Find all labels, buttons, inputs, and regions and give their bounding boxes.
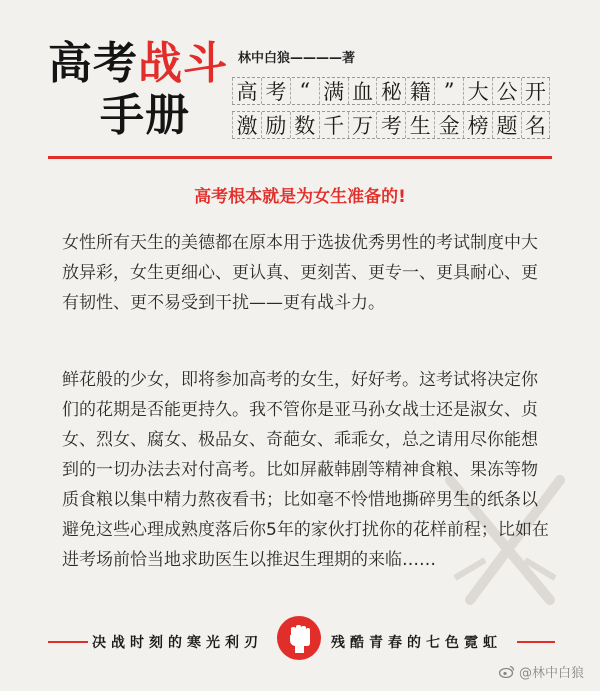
slogan-char: 大 [463,78,492,104]
footer-rule-left [48,641,88,643]
book-header [0,0,600,150]
footer-slogan-left: 决战时刻的寒光利刃 [92,635,263,651]
weibo-watermark [499,662,584,681]
footer-rule-right [517,641,555,643]
footer-band [0,616,600,668]
slogan-char: 激 [232,112,261,138]
watermark-text: @林中白狼 [518,666,584,681]
slogan-char: 考 [376,112,405,138]
slogan-char: 榜 [463,112,492,138]
title-zhandou: 战斗 [138,38,228,89]
slogan-char: 公 [492,78,521,104]
paragraph-2 [62,365,552,575]
slogan-char: 名 [521,112,550,138]
weibo-icon [499,665,515,678]
slogan-char: 开 [521,78,550,104]
slogan-char: 万 [348,112,377,138]
header-divider [48,156,552,159]
footer-slogan-right: 残酷青春的七色霓虹 [331,635,502,651]
raised-fist-glyph [277,616,321,660]
underlined-text: 你们的花期是否能更持久 [62,370,538,420]
slogan-char: 高 [232,78,261,104]
slogan-char: 考 [261,78,290,104]
slogan-char: 生 [405,112,434,138]
slogan-row-2 [232,111,550,139]
paragraph-2-text: 。比如屏蔽韩剧等精神食粮、果冻等物质食粮以集中精力熬夜看书；比如毫不怜惜地撕碎男生的纸条以避免这些心理成熟度落后你5年的家伙打扰你的花样前程；比如在进考场前恰当地求助医生以推迟生理期的来临…… [62,460,549,570]
slogan-char: 励 [261,112,290,138]
slogan-char: 满 [319,78,348,104]
slogan-char: 籍 [405,78,434,104]
slogan-row-1 [232,77,550,105]
raised-fist-icon [277,616,321,660]
paragraph-2-text: 。我不管你是亚马孙女战士还是淑女、贞女、烈女、腐女、极品女、奇葩女、乖乖女，总之 [62,400,538,450]
slogan-char: 数 [290,112,319,138]
slogan-char: 题 [492,112,521,138]
paragraph-2-text: 鲜花般的少女，即将参加高考的女生，好好考。这考试将决定 [62,370,521,390]
slogan-char: 血 [348,78,377,104]
article-subtitle: 高考根本就是为女生准备的! [194,187,406,207]
author-credit: 林中白狼————著 [238,51,356,66]
slogan-char: 秘 [376,78,405,104]
paragraph-1: 女性所有天生的美德都在原本用于选拔优秀男性的考试制度中大放异彩，女生更细心、更认真、更刻苦、更专一、更具耐心、更有韧性、更不易受到干扰——更有战斗力。 [62,233,538,313]
slogan-char: ” [434,78,463,104]
slogan-char: 金 [434,112,463,138]
book-title-line2: 手册 [100,90,190,141]
underlined-text: 请用尽你能想到的一切办法去对付高考 [62,430,538,480]
slogan-char: 千 [319,112,348,138]
slogan-char: “ [290,78,319,104]
title-gaokao: 高考 [48,38,138,89]
book-title-line1 [48,40,228,88]
